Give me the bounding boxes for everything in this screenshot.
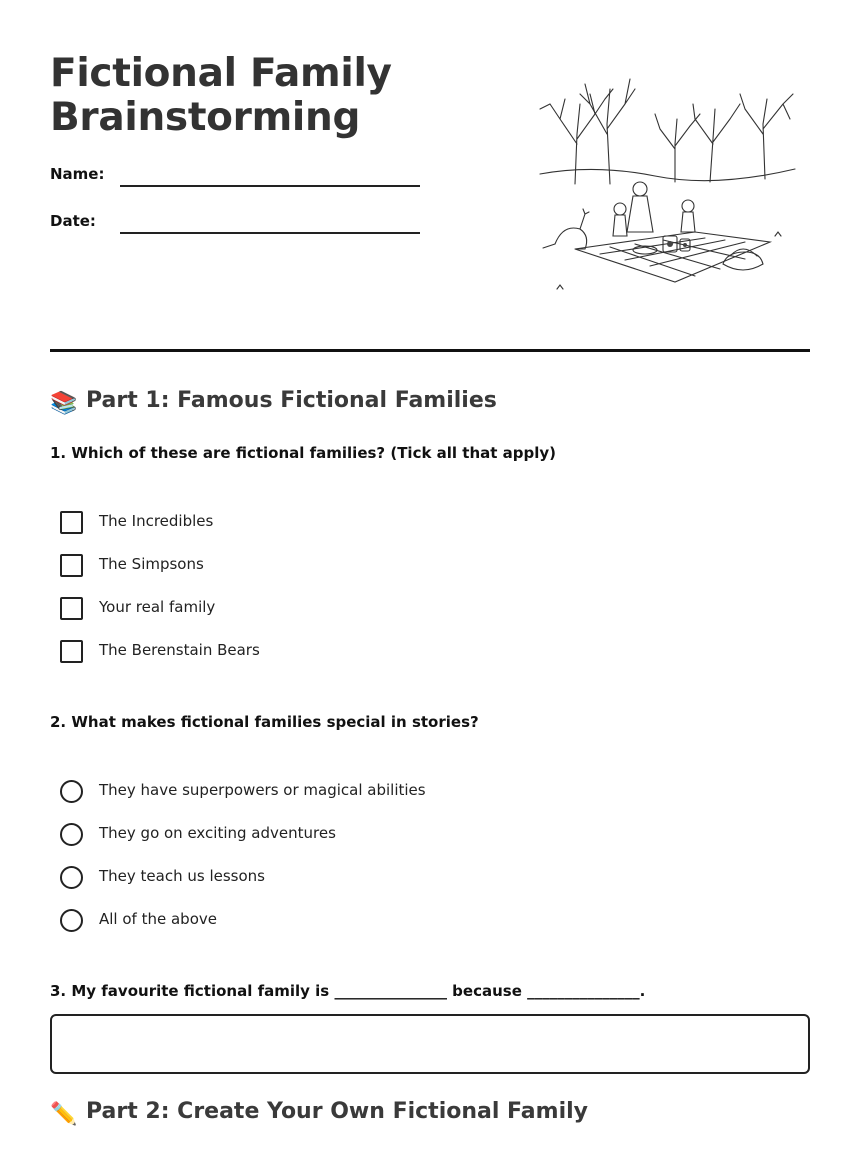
- date-label: Date:: [50, 212, 96, 230]
- date-field[interactable]: [50, 212, 420, 242]
- family-picnic-illustration: [535, 64, 803, 300]
- q2-option-2[interactable]: [60, 823, 660, 847]
- name-line[interactable]: [120, 185, 420, 187]
- books-icon: 📚: [50, 391, 78, 416]
- q2-option-4[interactable]: [60, 909, 660, 933]
- part1-heading: [50, 388, 497, 416]
- q3-answer-box[interactable]: [50, 1014, 810, 1074]
- option-label: Your real family: [99, 598, 216, 616]
- radio-button[interactable]: [60, 823, 83, 846]
- q2-option-3[interactable]: [60, 866, 660, 890]
- name-label: Name:: [50, 165, 105, 183]
- checkbox[interactable]: [60, 554, 83, 577]
- part2-heading: [50, 1099, 588, 1127]
- date-line[interactable]: [120, 232, 420, 234]
- radio-button[interactable]: [60, 866, 83, 889]
- pencil-icon: ✏️: [50, 1102, 78, 1127]
- checkbox[interactable]: [60, 597, 83, 620]
- q1-option-2[interactable]: [60, 554, 660, 578]
- option-label: The Berenstain Bears: [99, 641, 260, 659]
- q1-option-3[interactable]: [60, 597, 660, 621]
- title-line-2: Brainstorming: [50, 95, 361, 140]
- q2-option-1[interactable]: [60, 780, 660, 804]
- name-field[interactable]: [50, 165, 420, 195]
- q1-option-1[interactable]: [60, 511, 660, 535]
- option-label: The Simpsons: [99, 555, 204, 573]
- option-label: They have superpowers or magical abilities: [99, 781, 426, 799]
- checkbox[interactable]: [60, 640, 83, 663]
- option-label: All of the above: [99, 910, 217, 928]
- part1-heading-text: Part 1: Famous Fictional Families: [86, 388, 497, 413]
- header-divider: [50, 349, 810, 352]
- question-3: 3. My favourite fictional family is _______________ because _______________.: [50, 982, 646, 1000]
- checkbox[interactable]: [60, 511, 83, 534]
- question-1: 1. Which of these are fictional families? (Tick all that apply): [50, 444, 557, 462]
- radio-button[interactable]: [60, 909, 83, 932]
- q1-option-4[interactable]: [60, 640, 660, 664]
- worksheet-title: [50, 52, 480, 140]
- part2-heading-text: Part 2: Create Your Own Fictional Family: [86, 1099, 588, 1124]
- radio-button[interactable]: [60, 780, 83, 803]
- option-label: They go on exciting adventures: [99, 824, 336, 842]
- option-label: The Incredibles: [99, 512, 214, 530]
- title-line-1: Fictional Family: [50, 51, 392, 96]
- option-label: They teach us lessons: [99, 867, 265, 885]
- question-2: 2. What makes fictional families special in stories?: [50, 713, 479, 731]
